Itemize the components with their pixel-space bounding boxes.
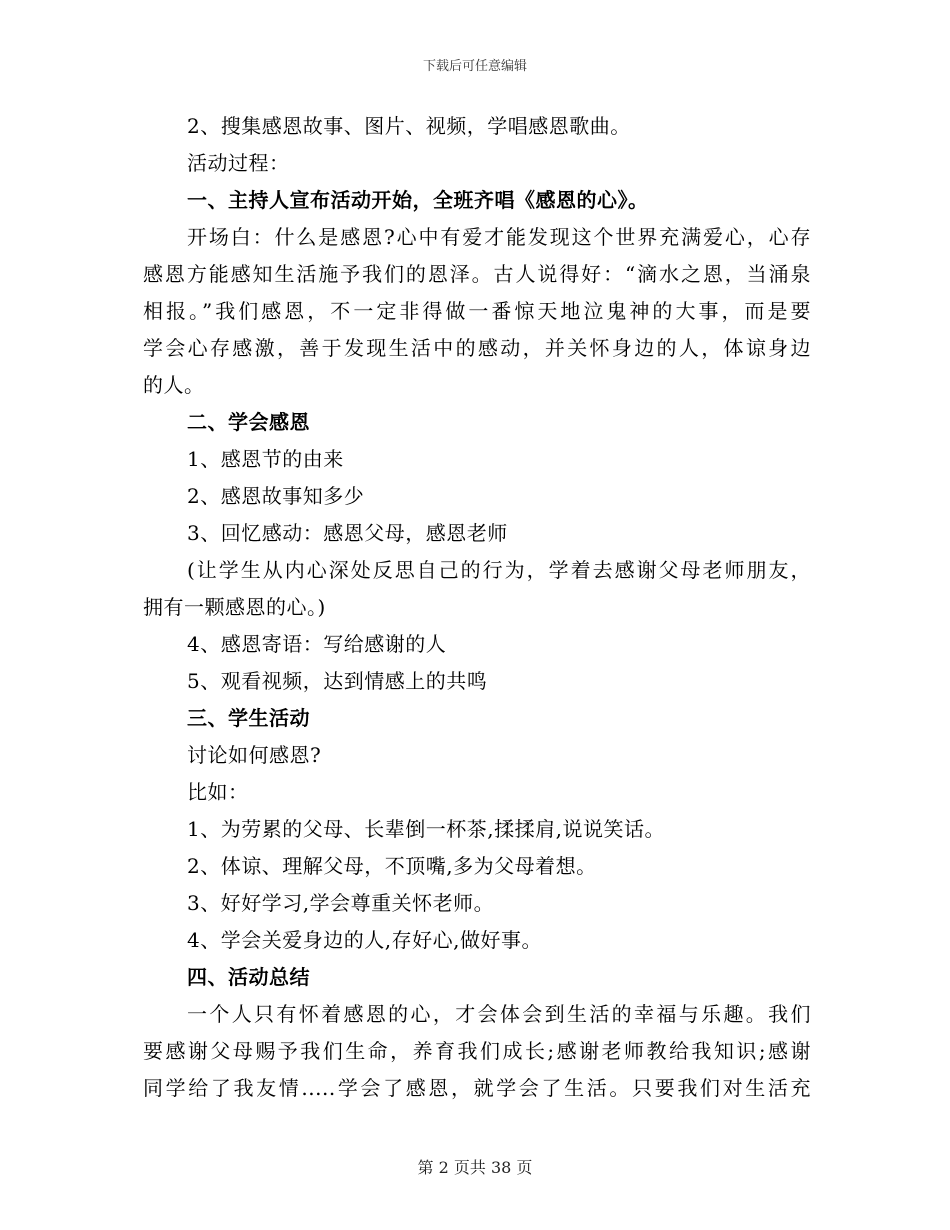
paragraph-line: 要感谢父母赐予我们生命，养育我们成长;感谢老师教给我知识;感谢 bbox=[143, 1039, 811, 1063]
paragraph-line: 学会心存感激，善于发现生活中的感动，并关怀身边的人，体谅身边 bbox=[143, 336, 811, 360]
page-header: 下载后可任意编辑 bbox=[422, 59, 527, 74]
section-heading: 四、活动总结 bbox=[187, 965, 310, 989]
section-heading: 一、主持人宣布活动开始，全班齐唱《感恩的心》。 bbox=[187, 188, 649, 212]
paragraph-line: 2、体谅、理解父母，不顶嘴,多为父母着想。 bbox=[187, 854, 597, 878]
paragraph-line: 活动过程： bbox=[187, 151, 290, 175]
paragraph-line: 4、感恩寄语：写给感谢的人 bbox=[187, 632, 447, 656]
section-heading: 二、学会感恩 bbox=[187, 410, 310, 434]
page-footer: 第 2 页共 38 页 bbox=[417, 1158, 533, 1177]
paragraph-line: 1、为劳累的父母、长辈倒一杯茶,揉揉肩,说说笑话。 bbox=[187, 817, 665, 841]
section-heading: 三、学生活动 bbox=[187, 706, 310, 730]
paragraph-line: 感恩方能感知生活施予我们的恩泽。古人说得好：“滴水之恩，当涌泉 bbox=[143, 262, 811, 286]
paragraph-line: 3、好好学习,学会尊重关怀老师。 bbox=[187, 891, 495, 915]
paragraph-line: 3、回忆感动：感恩父母，感恩老师 bbox=[187, 521, 508, 545]
paragraph-line: 同学给了我友情.....学会了感恩，就学会了生活。只要我们对生活充 bbox=[143, 1076, 811, 1100]
paragraph-line: 的人。 bbox=[143, 373, 205, 397]
paragraph-line: 相报。”我们感恩，不一定非得做一番惊天地泣鬼神的大事，而是要 bbox=[143, 299, 811, 323]
paragraph-line: 1、感恩节的由来 bbox=[187, 447, 344, 471]
paragraph-line: (让学生从内心深处反思自己的行为，学着去感谢父母老师朋友， bbox=[187, 558, 811, 582]
paragraph-line: 开场白：什么是感恩?心中有爱才能发现这个世界充满爱心，心存 bbox=[187, 225, 811, 249]
paragraph-line: 2、感恩故事知多少 bbox=[187, 484, 365, 508]
document-body bbox=[143, 108, 811, 1107]
paragraph-line: 拥有一颗感恩的心。) bbox=[143, 595, 326, 619]
paragraph-line: 比如： bbox=[187, 780, 249, 804]
paragraph-line: 2、搜集感恩故事、图片、视频，学唱感恩歌曲。 bbox=[187, 114, 631, 138]
paragraph-line: 4、学会关爱身边的人,存好心,做好事。 bbox=[187, 928, 542, 952]
paragraph-line: 一个人只有怀着感恩的心，才会体会到生活的幸福与乐趣。我们 bbox=[187, 1002, 811, 1026]
paragraph-line: 讨论如何感恩? bbox=[187, 743, 322, 767]
paragraph-line: 5、观看视频，达到情感上的共鸣 bbox=[187, 669, 488, 693]
